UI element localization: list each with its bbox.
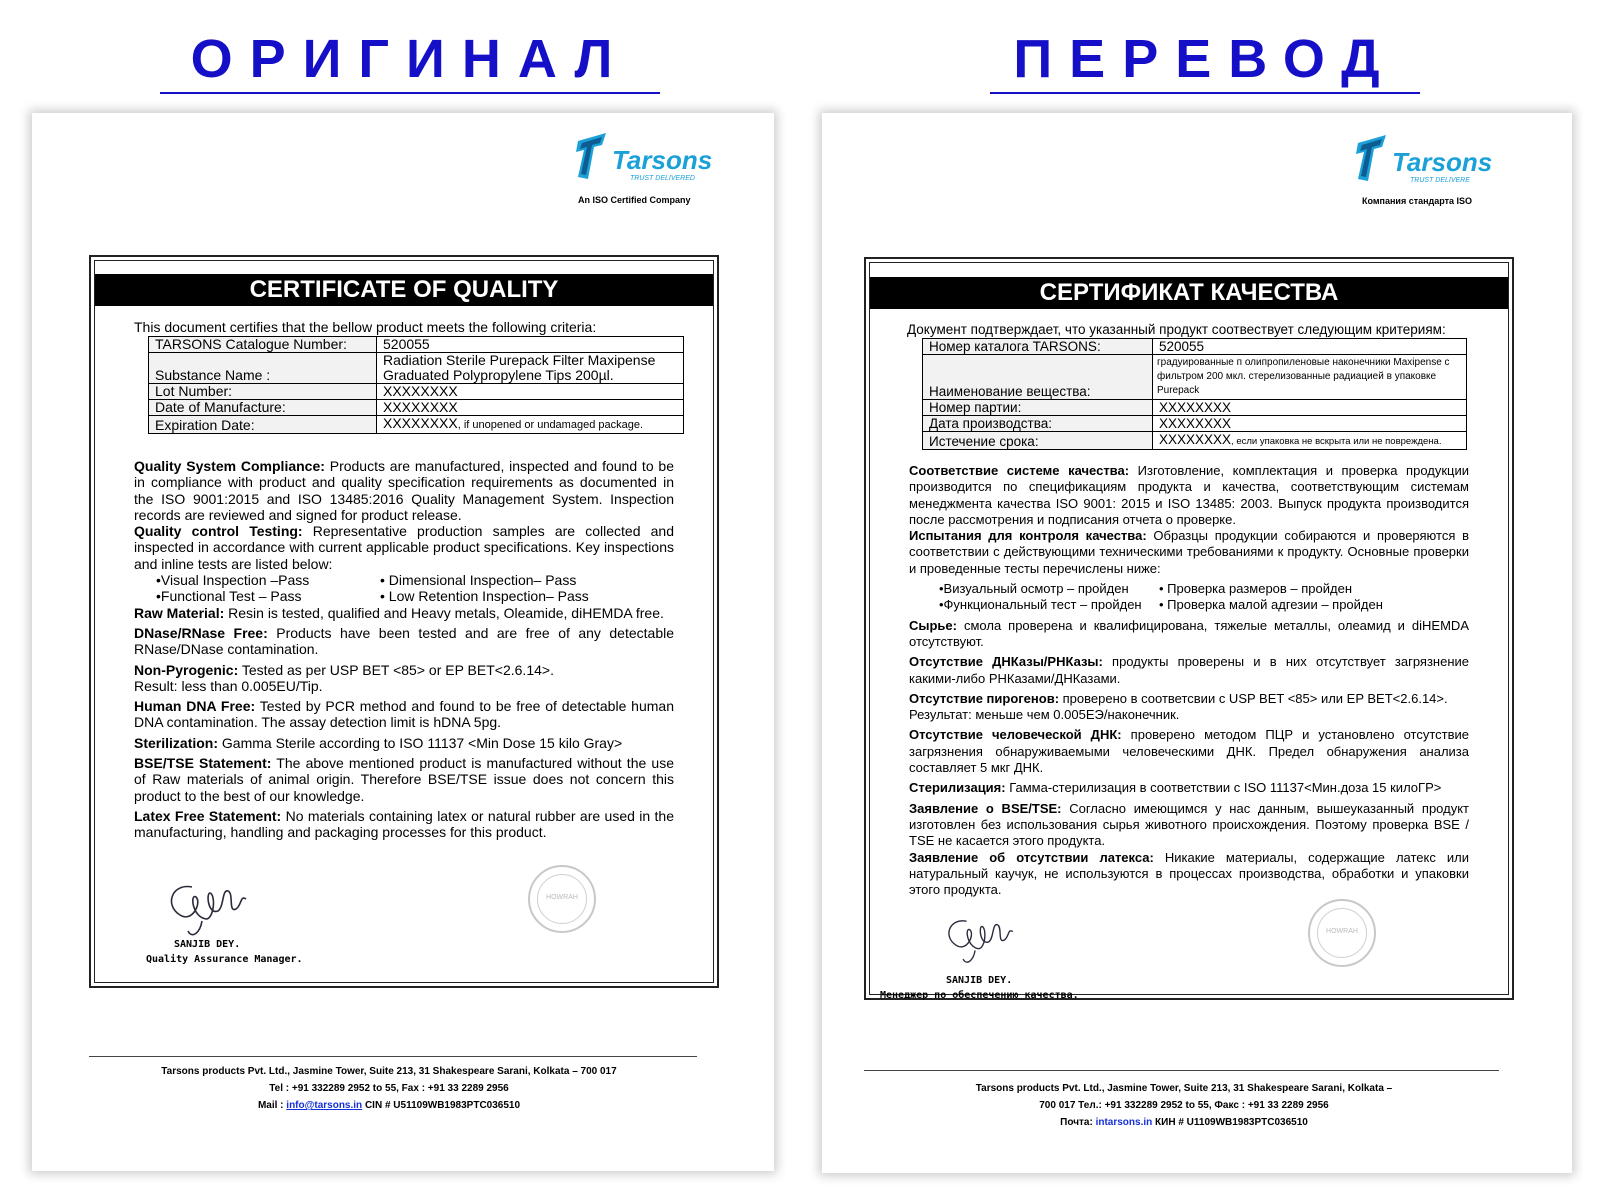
footer-address-translation: Tarsons products Pvt. Ltd., Jasmine Tower, Suite 213, 31 Shakespeare Sarani, Kolkata –	[975, 1083, 1393, 1094]
dna-text: Tested by PCR method and found to be free of detectable human DNA contamination. The assay detection limit is hDNA 5pg.	[134, 698, 674, 731]
bse-label: BSE/TSE Statement:	[134, 755, 272, 772]
test-dimensional: • Dimensional Inspection– Pass	[380, 572, 577, 589]
dom-label: Date of Manufacture:	[149, 400, 377, 416]
steril-text: Gamma Sterile according to ISO 11137 <Min Dose 15 kilo Gray>	[218, 734, 623, 751]
certificate-title-translation: СЕРТИФИКАТ КАЧЕСТВА	[870, 277, 1508, 309]
logo-wordmark: Tarsons	[612, 145, 713, 175]
lot-value-translation: XXXXXXXX	[1153, 400, 1467, 416]
dna-label: Human DNA Free:	[134, 698, 256, 715]
exp-note-translation: , если упаковка не вскрыта или не повреждена.	[1231, 436, 1442, 447]
footer-address: Tarsons products Pvt. Ltd., Jasmine Tower, Suite 213, 31 Shakespeare Sarani, Kolkata – 700 017	[161, 1066, 617, 1077]
latex-label-translation: Заявление об отсутствии латекса:	[909, 849, 1154, 865]
qsc-label: Quality System Compliance:	[134, 458, 325, 474]
dna-text-translation: проверено методом ПЦР и установлено отсутствие загрязнения обнаруживаемыми человеческими ДНК. Предел обнаружения анализа составляет 5 мкг ДНК.	[909, 727, 1470, 776]
lot-value: XXXXXXXX	[377, 384, 684, 400]
dnase-label-translation: Отсутствие ДНКазы/РНКазы:	[909, 654, 1103, 670]
tarsons-logo-translation	[1352, 125, 1502, 195]
dom-value: XXXXXXXX	[377, 400, 684, 416]
qct-label-translation: Испытания для контроля качества:	[909, 528, 1147, 544]
signer-name-translation: SANJIB DEY.	[946, 975, 1013, 986]
signer-role: Quality Assurance Manager.	[146, 954, 303, 965]
logo-wordmark-translation: Tarsons	[1392, 147, 1493, 177]
intro-text: This document certifies that the bellow product meets the following criteria:	[134, 319, 597, 335]
certificate-title: CERTIFICATE OF QUALITY	[95, 274, 713, 306]
dom-value-translation: XXXXXXXX	[1153, 416, 1467, 432]
bse-text-translation: Согласно имеющимся у нас данным, вышеуказанный продукт изготовлен без использования сырья животного происхождения. Поэтому проверка BSE / TSE не касается этого продукта.	[909, 800, 1470, 849]
pyro-result: Result: less than 0.005EU/Tip.	[134, 677, 323, 694]
translation-page	[822, 113, 1572, 1173]
pyro-result-translation: Результат: меньше чем 0.005ЕЭ/наконечник.	[909, 707, 1180, 723]
product-info-table-translation	[922, 338, 1467, 450]
footer-mail-label: Mail :	[257, 1100, 287, 1111]
lot-label-translation: Номер партии:	[923, 400, 1153, 416]
exp-label-translation: Истечение срока:	[923, 432, 1153, 450]
footer-phone: Tel : +91 332289 2952 to 55, Fax : +91 33 2289 2956	[269, 1083, 509, 1094]
pyro-label: Non-Pyrogenic:	[134, 661, 239, 678]
intro-text-translation: Документ подтверждает, что указанный продукт соотвествует следующим критериям:	[907, 322, 1446, 337]
catalogue-label-translation: Номер каталога TARSONS:	[923, 339, 1153, 355]
company-stamp: HOWRAH	[528, 865, 596, 933]
substance-value-1-translation: градуированные п олипропиленовые наконечники Maxipense с	[1157, 357, 1450, 368]
qct-text: Representative production samples are collected and inspected in accordance with current applicable product specifications. Key inspections and inline tests are listed below:	[134, 523, 674, 572]
qct-label: Quality control Testing:	[134, 523, 303, 540]
test-visual-translation: •Визуальный осмотр – пройден	[939, 581, 1129, 597]
test-visual: •Visual Inspection –Pass	[156, 572, 310, 589]
footer-divider	[89, 1056, 697, 1057]
exp-value: XXXXXXXX	[383, 415, 458, 431]
substance-value-2-translation: фильтром 200 мкл. стерелизованные радиацией в упаковке Purepack	[1157, 371, 1437, 396]
catalogue-value-translation: 520055	[1153, 339, 1467, 355]
pyro-label-translation: Отсутствие пирогенов:	[909, 690, 1060, 706]
latex-label: Latex Free Statement:	[134, 807, 282, 824]
logo-subtitle: An ISO Certified Company	[578, 195, 691, 205]
catalogue-value: 520055	[377, 337, 684, 353]
lot-label: Lot Number:	[149, 384, 377, 400]
raw-text-translation: смола проверена и квалифицирована, тяжелые металлы, олеамид и diHEMDA отсутствуют.	[909, 617, 1469, 649]
exp-value-translation: XXXXXXXX	[1159, 432, 1232, 447]
logo-tagline-translation: TRUST DELIVERE	[1410, 177, 1470, 184]
signature-image-translation	[934, 911, 1029, 971]
footer-mail-link[interactable]: info@tarsons.in	[286, 1100, 363, 1111]
qsc-text: Products are manufactured, inspected and found to be in compliance with product and quality specification requirements as documented in the ISO 9001:2015 and ISO 13485:2016 Quality Management System. Inspection records are reviewed and signed for product release.	[134, 458, 675, 523]
translation-header: ПЕРЕВОД	[990, 30, 1420, 94]
footer-translation	[874, 1080, 1494, 1131]
footer-mail-link-translation[interactable]: intarsons.in	[1095, 1117, 1153, 1128]
logo-tagline: TRUST DELIVERED	[630, 175, 695, 182]
catalogue-label: TARSONS Catalogue Number:	[149, 337, 377, 353]
steril-text-translation: Гамма-стерилизация в соответствии с ISO 11137<Мин.доза 15 килоГР>	[1005, 780, 1442, 796]
bse-text: The above mentioned product is manufactured without the use of Raw materials of animal origin. Therefore BSE/TSE issue does not concern this product to the best of our knowledge.	[134, 755, 674, 804]
dnase-label: DNase/RNase Free:	[134, 624, 268, 641]
bse-label-translation: Заявление о BSE/TSE:	[909, 800, 1062, 816]
test-retention-translation: • Проверка малой адгезии – пройден	[1159, 597, 1383, 613]
tarsons-logo	[572, 123, 722, 193]
exp-note: , if unopened or undamaged package.	[457, 419, 644, 431]
qsc-label-translation: Соответствие системе качества:	[909, 463, 1130, 478]
substance-label: Substance Name :	[149, 353, 377, 384]
dna-label-translation: Отсутствие человеческой ДНК:	[909, 727, 1122, 743]
footer-divider-translation	[864, 1070, 1499, 1071]
test-functional-translation: •Функциональный тест – пройден	[939, 597, 1142, 613]
pyro-text-translation: проверено в соответсвии с USP BET <85> или EP BET<2.6.14>.	[1059, 690, 1448, 706]
criteria-body	[134, 458, 674, 845]
dom-label-translation: Дата производства:	[923, 416, 1153, 432]
footer-phone-translation: 700 017 Тел.: +91 332289 2952 to 55, Факс : +91 33 2289 2956	[1039, 1100, 1329, 1111]
company-stamp-translation: HOWRAH	[1308, 899, 1376, 967]
raw-label-translation: Сырье:	[909, 617, 957, 633]
exp-label: Expiration Date:	[149, 416, 377, 434]
logo-subtitle-translation: Компания стандарта ISO	[1362, 196, 1473, 206]
latex-text: No materials containing latex or natural rubber are used in the manufacturing, handling and packaging processes for this product.	[134, 807, 674, 841]
qsc-text-translation: Изготовление, комплектация и проверка продукции производится по спецификациям продукта и качества, соответствующим системам менеджмента качества ISO 9001: 2015 и ISO 13485: 2003. Выпуск продукта производится после рассмотрения и подписания отчета о проверке.	[909, 463, 1470, 527]
footer-cin: CIN # U51109WB1983PTC036510	[362, 1100, 521, 1111]
footer-cin-translation: КИН # U1109WB1983PTC036510	[1152, 1117, 1308, 1128]
footer	[89, 1063, 689, 1114]
dnase-text-translation: продукты проверены и в них отсутствует загрязнение какими-либо РНКазами/ДНКазами.	[909, 654, 1469, 686]
signer-name: SANJIB DEY.	[174, 939, 241, 950]
footer-mail-label-translation: Почта:	[1060, 1117, 1096, 1128]
pyro-text: Tested as per USP BET <85> or EP BET<2.6.14>.	[238, 661, 554, 678]
signature-image	[162, 875, 257, 945]
qct-text-translation: Образцы продукции собираются и проверяются в соответствии с действующими техническими требованиями к продукту. Основные проверки и проведенные тесты перечислены ниже:	[909, 528, 1469, 576]
substance-value-2: Graduated Polypropylene Tips 200µl.	[383, 367, 614, 383]
product-info-table	[148, 336, 684, 434]
substance-label-translation: Наименование вещества:	[923, 355, 1153, 400]
criteria-body-translation	[909, 463, 1469, 902]
raw-label: Raw Material:	[134, 604, 225, 621]
test-dimensional-translation: • Проверка размеров – пройден	[1159, 581, 1353, 597]
dnase-text: Products have been tested and are free of any detectable RNase/DNase contamination.	[134, 624, 675, 658]
steril-label: Sterilization:	[134, 734, 219, 751]
original-header: ОРИГИНАЛ	[160, 30, 660, 94]
steril-label-translation: Стерилизация:	[909, 780, 1006, 796]
original-page	[32, 113, 774, 1171]
substance-value-1: Radiation Sterile Purepack Filter Maxipense	[383, 352, 656, 368]
test-retention: • Low Retention Inspection– Pass	[380, 588, 589, 605]
signer-role-translation: Менеджер по обеспечению качества.	[880, 990, 1079, 1001]
test-functional: •Functional Test – Pass	[156, 588, 302, 605]
latex-text-translation: Никакие материалы, содержащие латекс или натуральный каучук, не используются в процессах производства, обработки и упаковки этого продукта.	[909, 849, 1469, 898]
raw-text: Resin is tested, qualified and Heavy metals, Oleamide, diHEMDA free.	[224, 604, 664, 621]
